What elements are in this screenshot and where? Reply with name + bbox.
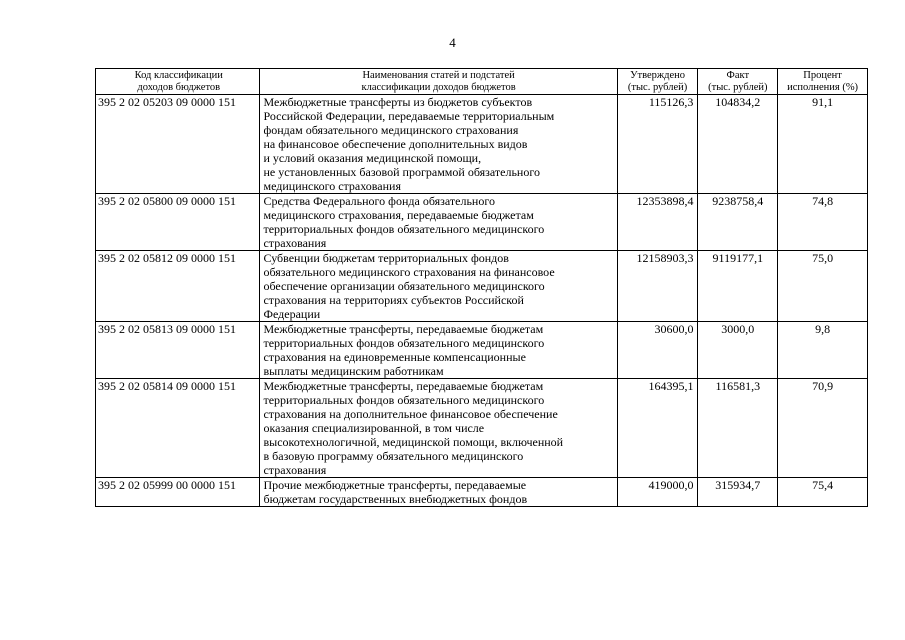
row-percent: 75,0: [778, 251, 868, 322]
table-row: [96, 251, 868, 322]
row-percent: 91,1: [778, 95, 868, 194]
row-approved: 115126,3: [617, 95, 698, 194]
table-row: [96, 379, 868, 478]
row-approved: 164395,1: [617, 379, 698, 478]
header-percent: Процент исполнения (%): [778, 69, 868, 95]
row-percent: 9,8: [778, 322, 868, 379]
row-code: 395 2 02 05999 00 0000 151: [96, 478, 260, 507]
budget-revenue-table: [95, 68, 868, 507]
row-code: 395 2 02 05203 09 0000 151: [96, 95, 260, 194]
row-name: Средства Федерального фонда обязательного медицинского страхования, передаваемые бюджетам территориальных фондов обязательного медицинского страхования: [260, 194, 617, 251]
table-row: [96, 322, 868, 379]
table-row: [96, 95, 868, 194]
row-name: Межбюджетные трансферты, передаваемые бюджетам территориальных фондов обязательного медицинского страхования на дополнительное финансовое обеспечение оказания специализированной, в том числе высокотехнологичной, медицинской помощи, включенной в базовую программу обязательного медицинского страхования: [260, 379, 617, 478]
header-fact: Факт (тыс. рублей): [698, 69, 778, 95]
table-row: [96, 194, 868, 251]
row-fact: 104834,2: [698, 95, 778, 194]
row-fact: 9238758,4: [698, 194, 778, 251]
row-code: 395 2 02 05812 09 0000 151: [96, 251, 260, 322]
row-name: Прочие межбюджетные трансферты, передаваемые бюджетам государственных внебюджетных фондов: [260, 478, 617, 507]
row-fact: 116581,3: [698, 379, 778, 478]
page-number: 4: [449, 35, 456, 50]
row-fact: 3000,0: [698, 322, 778, 379]
row-fact: 9119177,1: [698, 251, 778, 322]
row-approved: 419000,0: [617, 478, 698, 507]
row-percent: 75,4: [778, 478, 868, 507]
row-percent: 74,8: [778, 194, 868, 251]
header-name: Наименования статей и подстатей классификации доходов бюджетов: [260, 69, 617, 95]
row-code: 395 2 02 05813 09 0000 151: [96, 322, 260, 379]
header-approved: Утверждено (тыс. рублей): [617, 69, 698, 95]
row-code: 395 2 02 05814 09 0000 151: [96, 379, 260, 478]
row-name: Межбюджетные трансферты из бюджетов субъектов Российской Федерации, передаваемые территориальным фондам обязательного медицинского страхования на финансовое обеспечение дополнительных видов и условий оказания медицинской помощи, не установленных базовой программой обязательного медицинского страхования: [260, 95, 617, 194]
row-name: Субвенции бюджетам территориальных фондов обязательного медицинского страхования на финансовое обеспечение организации обязательного медицинского страхования на территориях субъектов Российской Федерации: [260, 251, 617, 322]
header-code: Код классификации доходов бюджетов: [96, 69, 260, 95]
row-fact: 315934,7: [698, 478, 778, 507]
table-row: [96, 478, 868, 507]
row-approved: 12158903,3: [617, 251, 698, 322]
row-name: Межбюджетные трансферты, передаваемые бюджетам территориальных фондов обязательного медицинского страхования на единовременные компенсационные выплаты медицинским работникам: [260, 322, 617, 379]
row-approved: 12353898,4: [617, 194, 698, 251]
row-percent: 70,9: [778, 379, 868, 478]
table-header-row: [96, 69, 868, 95]
row-approved: 30600,0: [617, 322, 698, 379]
row-code: 395 2 02 05800 09 0000 151: [96, 194, 260, 251]
